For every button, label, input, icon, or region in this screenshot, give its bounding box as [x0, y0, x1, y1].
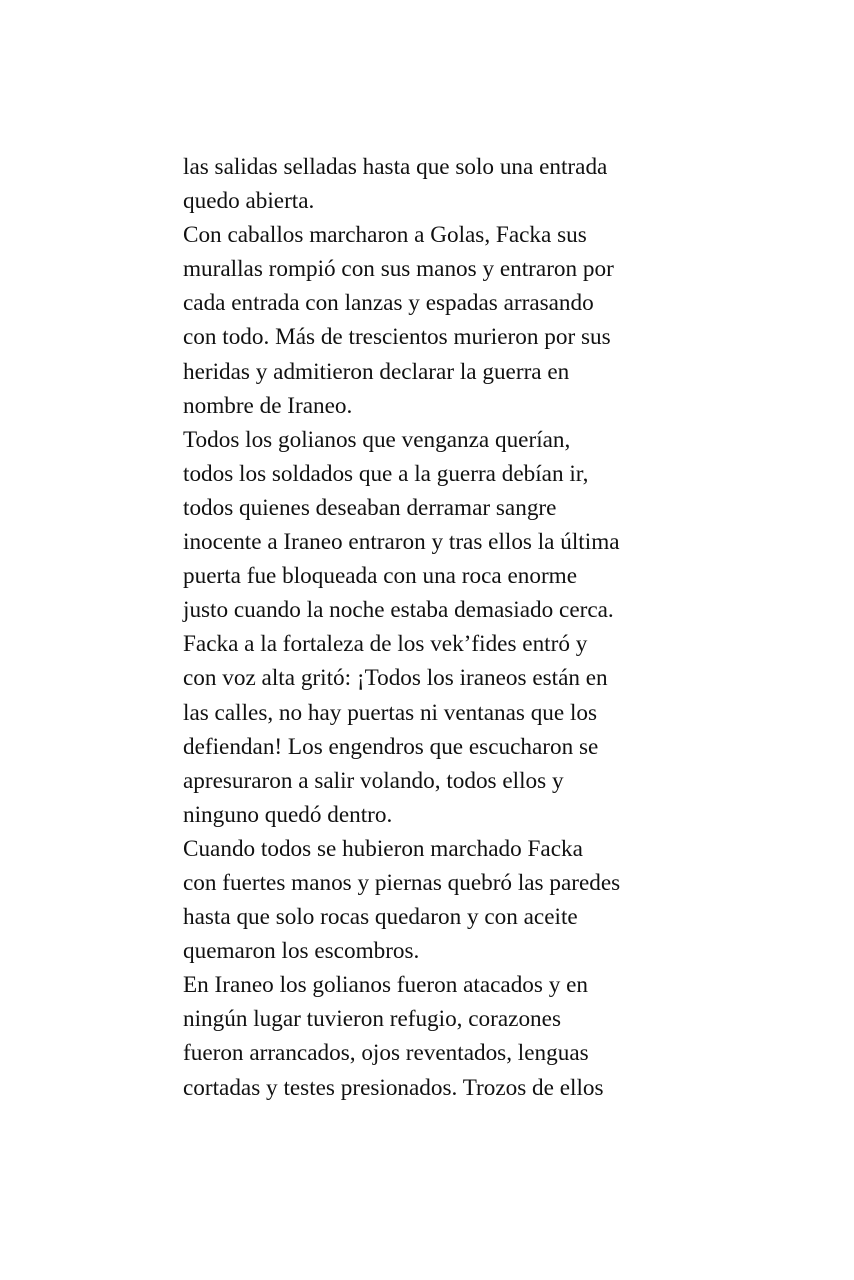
text-line: quedo abierta.	[183, 188, 315, 215]
text-line: Todos los golianos que venganza querían,	[183, 426, 571, 453]
text-line: todos los soldados que a la guerra debían ir,	[183, 460, 589, 487]
text-line: todos quienes deseaban derramar sangre	[183, 494, 557, 521]
text-line: ningún lugar tuvieron refugio, corazones	[183, 1006, 561, 1033]
text-line: inocente a Iraneo entraron y tras ellos la última	[183, 529, 620, 556]
text-line: puerta fue bloqueada con una roca enorme	[183, 563, 577, 590]
text-line: Facka a la fortaleza de los vek’fides entró y	[183, 631, 588, 658]
text-line: cada entrada con lanzas y espadas arrasando	[183, 290, 594, 317]
text-line: ninguno quedó dentro.	[183, 801, 393, 828]
text-line: Con caballos marcharon a Golas, Facka sus	[183, 222, 587, 249]
text-line: defiendan! Los engendros que escucharon se	[183, 733, 599, 760]
text-line: justo cuando la noche estaba demasiado cerca.	[183, 597, 614, 624]
text-line: con todo. Más de trescientos murieron por sus	[183, 324, 611, 351]
text-line: las salidas selladas hasta que solo una entrada	[183, 154, 608, 180]
text-line: murallas rompió con sus manos y entraron por	[183, 256, 614, 283]
text-line: cortadas y testes presionados. Trozos de ellos	[183, 1074, 604, 1101]
text-line: las calles, no hay puertas ni ventanas que los	[183, 699, 598, 726]
text-line: quemaron los escombros.	[183, 938, 420, 965]
text-line: Cuando todos se hubieron marchado Facka	[183, 835, 583, 862]
text-line: con voz alta gritó: ¡Todos los iraneos están en	[183, 665, 608, 692]
text-line: apresuraron a salir volando, todos ellos y	[183, 767, 564, 794]
text-line: con fuertes manos y piernas quebró las paredes	[183, 869, 621, 896]
text-line: hasta que solo rocas quedaron y con aceite	[183, 904, 578, 931]
body-text	[183, 150, 683, 1105]
text-line: heridas y admitieron declarar la guerra en	[183, 358, 570, 385]
text-line: fueron arrancados, ojos reventados, lenguas	[183, 1040, 589, 1067]
text-line: nombre de Iraneo.	[183, 392, 353, 419]
text-line: En Iraneo los golianos fueron atacados y en	[183, 972, 589, 999]
